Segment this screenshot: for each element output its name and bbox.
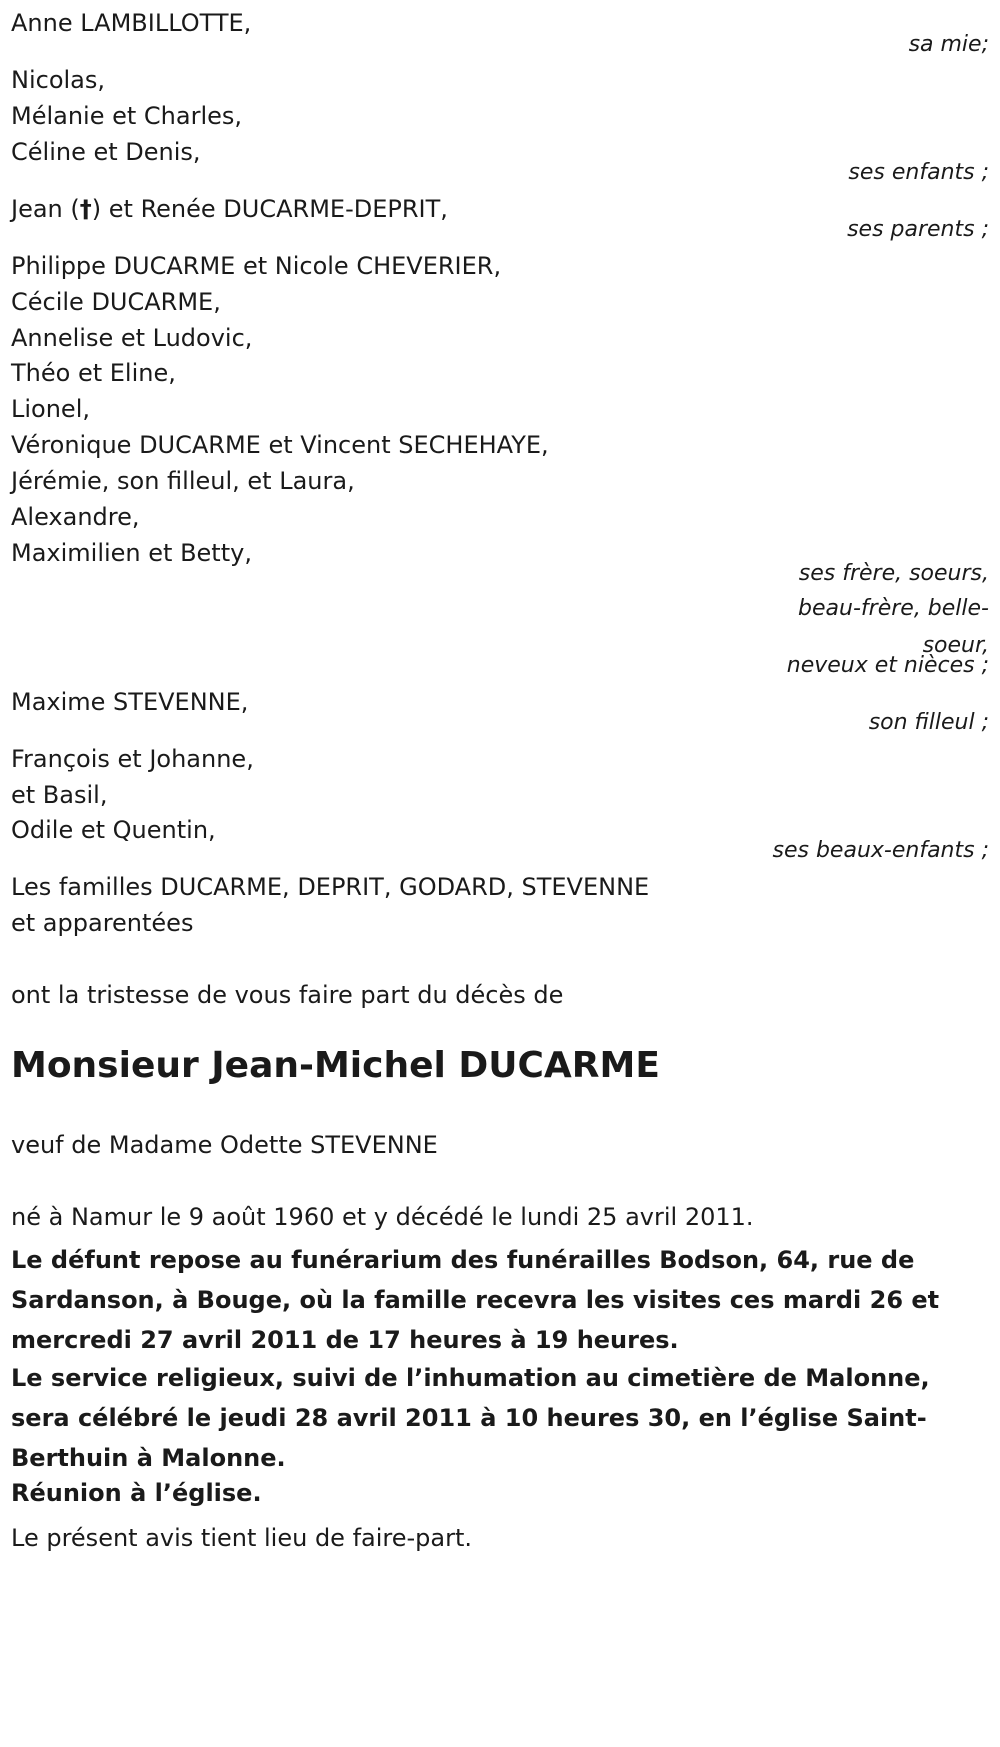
spouse-line: Anne LAMBILLOTTE, — [11, 9, 252, 37]
sibling-line: Cécile DUCARME, — [11, 288, 221, 316]
children-relation: ses enfants ; — [848, 160, 989, 185]
siblings-relation-line: beau-frère, belle- — [798, 596, 989, 621]
stepchild-line: et Basil, — [11, 781, 108, 809]
announcement-text: ont la tristesse de vous faire part du décès de — [11, 981, 564, 1009]
stepchild-line: Odile et Quentin, — [11, 816, 216, 844]
spouse-relation: sa mie; — [908, 32, 989, 57]
parents-line — [11, 194, 448, 224]
sibling-line: Véronique DUCARME et Vincent SECHEHAYE, — [11, 431, 549, 459]
parents-relation: ses parents ; — [847, 217, 989, 242]
parents-suffix: ) et Renée DUCARME-DEPRIT, — [91, 195, 448, 223]
deceased-name: Monsieur Jean-Michel DUCARME — [11, 1045, 660, 1086]
meeting-text: Réunion à l’église. — [11, 1479, 262, 1507]
stepchild-line: François et Johanne, — [11, 745, 254, 773]
sibling-line: Théo et Eline, — [11, 359, 176, 387]
sibling-line: Alexandre, — [11, 503, 140, 531]
obituary-notice — [11, 0, 989, 1747]
closing-text: Le présent avis tient lieu de faire-part. — [11, 1524, 473, 1552]
siblings-relation-line: ses frère, soeurs, — [798, 561, 989, 586]
sibling-line: Annelise et Ludovic, — [11, 324, 253, 352]
child-line: Mélanie et Charles, — [11, 102, 243, 130]
siblings-relation-line: soeur, — [922, 633, 989, 658]
sibling-line: Lionel, — [11, 395, 90, 423]
cross-icon: † — [79, 195, 92, 223]
stepchildren-relation: ses beaux-enfants ; — [772, 838, 989, 863]
service-paragraph: Le service religieux, suivi de l’inhumation au cimetière de Malonne, sera célébré le jeudi 28 avril 2011 à 10 heures 30, en l’église Saint-Berthuin à Malonne. — [11, 1364, 930, 1472]
child-line: Céline et Denis, — [11, 138, 201, 166]
sibling-line: Maximilien et Betty, — [11, 539, 252, 567]
godson-relation: son filleul ; — [868, 710, 989, 735]
godson-line: Maxime STEVENNE, — [11, 688, 249, 716]
siblings-relation-line: neveux et nièces ; — [786, 653, 989, 678]
birth-death-text: né à Namur le 9 août 1960 et y décédé le lundi 25 avril 2011. — [11, 1203, 754, 1231]
widower-text: veuf de Madame Odette STEVENNE — [11, 1131, 438, 1159]
parents-prefix: Jean ( — [11, 195, 80, 223]
sibling-line: Philippe DUCARME et Nicole CHEVERIER, — [11, 252, 502, 280]
child-line: Nicolas, — [11, 66, 106, 94]
families-line: et apparentées — [11, 909, 194, 937]
families-line: Les familles DUCARME, DEPRIT, GODARD, STEVENNE — [11, 873, 650, 901]
funerarium-paragraph: Le défunt repose au funérarium des funérailles Bodson, 64, rue de Sardanson, à Bouge, où la famille recevra les visites ces mardi 26 et mercredi 27 avril 2011 de 17 heures à 19 heures. — [11, 1246, 940, 1354]
sibling-line: Jérémie, son filleul, et Laura, — [11, 467, 355, 495]
